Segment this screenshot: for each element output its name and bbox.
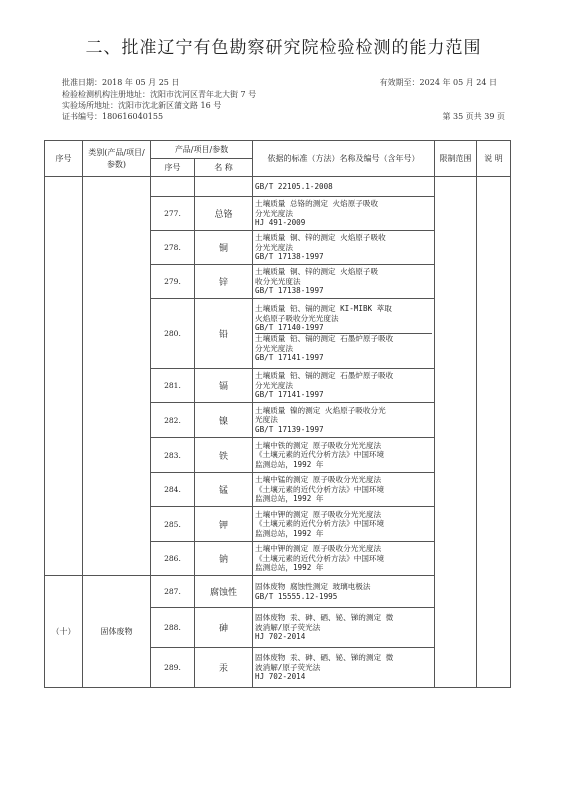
standard-line: 土壤质量 镍的测定 火焰原子吸收分光 bbox=[255, 405, 386, 415]
standard-cell bbox=[253, 197, 435, 231]
standard-line: 监测总站，1992 年 bbox=[255, 459, 324, 469]
name-cell: 腐蚀性 bbox=[195, 576, 253, 608]
standard-cell bbox=[253, 507, 435, 542]
org-address: 检验检测机构注册地址：沈阳市沈河区青年北大街 7 号 bbox=[62, 90, 257, 99]
header-sub-seq: 序号 bbox=[151, 159, 195, 177]
category-cell bbox=[83, 177, 151, 576]
name-cell: 汞 bbox=[195, 648, 253, 688]
standard-line: HJ 491-2009 bbox=[255, 218, 306, 228]
header-category: 类别(产品/项目/参数) bbox=[83, 141, 151, 177]
standard-line: 火焰原子吸收分光光度法 bbox=[255, 313, 339, 323]
header-standard: 依据的标准（方法）名称及编号（含年号） bbox=[253, 141, 435, 177]
sub-seq-cell: 285. bbox=[151, 507, 195, 542]
sub-seq-cell: 279. bbox=[151, 265, 195, 299]
sub-seq-cell: 280. bbox=[151, 299, 195, 369]
standard-line: 光度法 bbox=[255, 415, 278, 425]
standard-line: 土壤中钾的测定 原子吸收分光光度法 bbox=[255, 544, 382, 554]
capability-table bbox=[44, 140, 511, 688]
lab-address: 实验场所地址：沈阳市沈北新区蒲文路 16 号 bbox=[62, 101, 222, 110]
standard-line: GB/T 17138-1997 bbox=[255, 252, 324, 262]
name-cell bbox=[195, 177, 253, 197]
name-cell: 镉 bbox=[195, 369, 253, 403]
standard-line: 固体废物 腐蚀性测定 玻璃电极法 bbox=[255, 581, 371, 591]
standard-cell bbox=[253, 438, 435, 473]
standard-line: HJ 702-2014 bbox=[255, 672, 306, 682]
seq-cell bbox=[45, 177, 83, 576]
standard-line: 土壤中钾的测定 原子吸收分光光度法 bbox=[255, 509, 382, 519]
name-cell: 镍 bbox=[195, 403, 253, 438]
sub-seq-cell: 282. bbox=[151, 403, 195, 438]
sub-seq-cell: 284. bbox=[151, 473, 195, 507]
header-product-group: 产品/项目/参数 bbox=[151, 141, 253, 159]
standard-line: GB/T 22105.1-2008 bbox=[255, 181, 333, 191]
sub-seq-cell: 281. bbox=[151, 369, 195, 403]
standard-line: 分光光度法 bbox=[255, 208, 293, 218]
standard-line: 监测总站，1992 年 bbox=[255, 494, 324, 504]
standard-cell bbox=[253, 177, 435, 197]
standard-line: GB/T 17141-1997 bbox=[255, 390, 324, 400]
name-cell: 铅 bbox=[195, 299, 253, 369]
standard-line: 收分光光度法 bbox=[255, 276, 301, 286]
standard-cell bbox=[253, 542, 435, 576]
valid-until: 有效期至：2024 年 05 月 24 日 bbox=[379, 78, 497, 87]
standard-line: GB/T 17139-1997 bbox=[255, 424, 324, 434]
standard-cell bbox=[253, 608, 435, 648]
sub-seq-cell: 286. bbox=[151, 542, 195, 576]
standard-line: GB/T 15555.12-1995 bbox=[255, 591, 338, 601]
standard-line: 波消解/原子荧光法 bbox=[255, 622, 321, 632]
standard-cell bbox=[253, 473, 435, 507]
standard-line: 土壤中铁的测定 原子吸收分光光度法 bbox=[255, 440, 382, 450]
name-cell: 钠 bbox=[195, 542, 253, 576]
standard-line: 土壤质量 铅、镉的测定 石墨炉原子吸收 bbox=[255, 371, 394, 381]
header-limit: 限制范围 bbox=[435, 141, 477, 177]
standard-line: 固体废物 汞、砷、硒、铋、锑的测定 微 bbox=[255, 613, 394, 623]
sub-seq-cell: 283. bbox=[151, 438, 195, 473]
seq-cell: （十） bbox=[45, 576, 83, 688]
standard-line: GB/T 17138-1997 bbox=[255, 286, 324, 296]
sub-seq-cell: 289. bbox=[151, 648, 195, 688]
standard-line: 《土壤元素的近代分析方法》中国环境 bbox=[255, 484, 385, 494]
standard-cell bbox=[253, 369, 435, 403]
cert-number: 证书编号：180616040155 bbox=[62, 112, 164, 121]
standard-cell bbox=[253, 648, 435, 688]
standard-line: 分光光度法 bbox=[255, 242, 293, 252]
name-cell: 铜 bbox=[195, 231, 253, 265]
standard-line: HJ 702-2014 bbox=[255, 632, 306, 642]
standard-line: 《土壤元素的近代分析方法》中国环境 bbox=[255, 450, 385, 460]
standard-line: 土壤中锰的测定 原子吸收分光光度法 bbox=[255, 475, 382, 485]
approval-date: 批准日期：2018 年 05 月 25 日 bbox=[62, 78, 180, 87]
standard-line: 土壤质量 铅、镉的测定 石墨炉原子吸收 bbox=[255, 334, 394, 343]
standard-line: 波消解/原子荧光法 bbox=[255, 662, 321, 672]
standard-line: 《土壤元素的近代分析方法》中国环境 bbox=[255, 553, 385, 563]
standard-line: GB/T 17140-1997 bbox=[255, 323, 324, 333]
sub-seq-cell: 277. bbox=[151, 197, 195, 231]
name-cell: 锌 bbox=[195, 265, 253, 299]
sub-seq-cell: 288. bbox=[151, 608, 195, 648]
name-cell: 钾 bbox=[195, 507, 253, 542]
header-seq: 序号 bbox=[45, 141, 83, 177]
standard-line: 土壤质量 铅、镉的测定 KI-MIBK 萃取 bbox=[255, 304, 392, 314]
header-note: 说 明 bbox=[477, 141, 511, 177]
name-cell: 锰 bbox=[195, 473, 253, 507]
standard-cell bbox=[253, 265, 435, 299]
standard-cell bbox=[253, 299, 435, 369]
standard-line: 固体废物 汞、砷、硒、铋、锑的测定 微 bbox=[255, 653, 394, 663]
standard-line: 土壤质量 总铬的测定 火焰原子吸收 bbox=[255, 199, 379, 209]
standard-line: 分光光度法 bbox=[255, 343, 293, 353]
standard-line: 监测总站，1992 年 bbox=[255, 528, 324, 538]
name-cell: 铁 bbox=[195, 438, 253, 473]
category-cell: 固体废物 bbox=[83, 576, 151, 688]
page-title: 二、批准辽宁有色勘察研究院检验检测的能力范围 bbox=[85, 38, 482, 58]
table-row bbox=[45, 177, 511, 197]
standard-cell bbox=[253, 576, 435, 608]
standard-line: 土壤质量 铜、锌的测定 火焰原子吸 bbox=[255, 267, 379, 277]
standard-line: 土壤质量 铜、锌的测定 火焰原子吸收 bbox=[255, 233, 386, 243]
name-cell: 总铬 bbox=[195, 197, 253, 231]
sub-seq-cell: 278. bbox=[151, 231, 195, 265]
standard-line: GB/T 17141-1997 bbox=[255, 353, 324, 363]
sub-seq-cell bbox=[151, 177, 195, 197]
standard-cell bbox=[253, 231, 435, 265]
page-info: 第 35 页共 39 页 bbox=[442, 112, 505, 121]
name-cell: 砷 bbox=[195, 608, 253, 648]
standard-line: 分光光度法 bbox=[255, 380, 293, 390]
standard-line: 监测总站，1992 年 bbox=[255, 563, 324, 573]
standard-line: 《土壤元素的近代分析方法》中国环境 bbox=[255, 519, 385, 529]
standard-cell bbox=[253, 403, 435, 438]
note-cell bbox=[477, 177, 511, 688]
sub-seq-cell: 287. bbox=[151, 576, 195, 608]
header-name: 名 称 bbox=[195, 159, 253, 177]
limit-cell bbox=[435, 177, 477, 688]
